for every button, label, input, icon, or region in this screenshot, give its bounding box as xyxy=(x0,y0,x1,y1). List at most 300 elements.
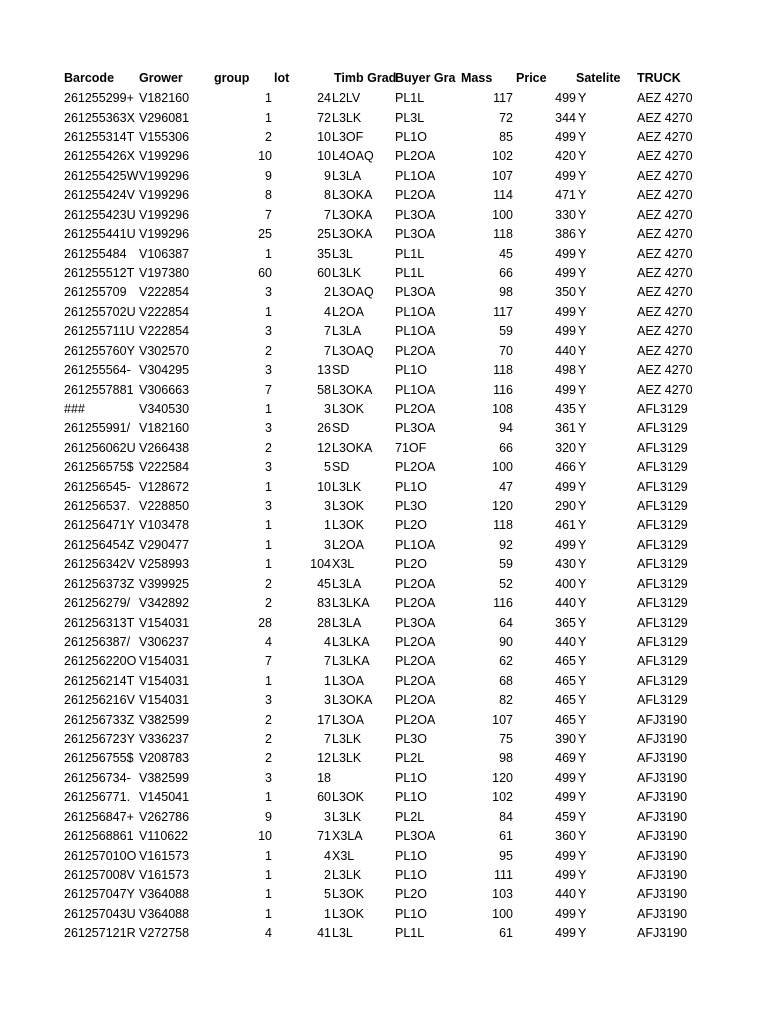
cell-timb-grade: L3LK xyxy=(332,110,362,125)
cell-truck: AEZ 4270 xyxy=(637,343,693,358)
cell-price: 350 xyxy=(555,285,576,300)
cell-mass: 117 xyxy=(493,304,513,319)
cell-lot: 7 xyxy=(324,654,331,669)
cell-timb-grade: SD xyxy=(332,460,350,475)
cell-barcode: 261256342V xyxy=(64,557,135,572)
cell-truck: AFL3129 xyxy=(637,654,688,669)
cell-satelite: Y xyxy=(578,829,587,844)
cell-group: 3 xyxy=(265,693,272,708)
cell-truck: AFL3129 xyxy=(637,557,688,572)
cell-timb-grade: L3LKA xyxy=(332,634,370,649)
cell-lot: 26 xyxy=(317,421,331,436)
cell-lot: 71 xyxy=(317,829,331,844)
cell-mass: 102 xyxy=(492,790,513,805)
cell-group: 2 xyxy=(265,712,272,727)
cell-mass: 75 xyxy=(499,732,513,747)
cell-buyer-grade: PL2O xyxy=(395,557,427,572)
cell-mass: 64 xyxy=(499,615,513,630)
cell-barcode: 261256537. xyxy=(64,499,131,514)
cell-timb-grade: L3LA xyxy=(332,576,362,591)
cell-price: 440 xyxy=(555,634,576,649)
cell-timb-grade: L3OK xyxy=(332,906,364,921)
cell-price: 290 xyxy=(555,499,576,514)
cell-satelite: Y xyxy=(578,868,587,882)
cell-truck: AEZ 4270 xyxy=(637,363,693,378)
cell-group: 3 xyxy=(265,460,272,475)
cell-mass: 118 xyxy=(493,518,513,533)
cell-timb-grade: L3LA xyxy=(332,615,362,630)
cell-lot: 58 xyxy=(317,382,331,397)
cell-price: 320 xyxy=(555,440,576,455)
cell-buyer-grade: PL2OA xyxy=(395,654,436,669)
cell-grower: V306237 xyxy=(139,634,190,649)
cell-barcode: 261256575$ xyxy=(64,460,134,475)
cell-truck: AFL3129 xyxy=(637,596,688,611)
cell-group: 2 xyxy=(265,343,272,358)
cell-buyer-grade: PL2OA xyxy=(395,460,436,475)
cell-group: 1 xyxy=(265,518,272,533)
table-row xyxy=(0,575,768,594)
table-row xyxy=(0,419,768,438)
cell-mass: 68 xyxy=(499,673,513,688)
table-row xyxy=(0,672,768,691)
cell-group: 9 xyxy=(265,168,272,183)
cell-group: 4 xyxy=(265,926,272,941)
cell-grower: V155306 xyxy=(139,130,190,145)
cell-grower: V161573 xyxy=(139,868,190,882)
cell-buyer-grade: PL2O xyxy=(395,518,427,533)
cell-price: 400 xyxy=(555,576,576,591)
cell-truck: AEZ 4270 xyxy=(637,265,693,280)
cell-satelite: Y xyxy=(578,712,587,727)
cell-satelite: Y xyxy=(578,634,587,649)
table-row xyxy=(0,652,768,671)
cell-timb-grade: L3LK xyxy=(332,751,362,766)
cell-satelite: Y xyxy=(578,401,587,416)
cell-satelite: Y xyxy=(578,537,587,552)
cell-price: 440 xyxy=(555,596,576,611)
cell-truck: AEZ 4270 xyxy=(637,149,693,164)
cell-satelite: Y xyxy=(578,343,587,358)
cell-truck: AFL3129 xyxy=(637,576,688,591)
cell-truck: AFJ3190 xyxy=(637,809,688,824)
cell-barcode: 261256471Y xyxy=(64,518,135,533)
cell-lot: 60 xyxy=(317,790,331,805)
cell-grower: V106387 xyxy=(139,246,190,261)
cell-barcode: 2612568861 xyxy=(64,829,134,844)
cell-lot: 12 xyxy=(317,440,331,455)
table-row xyxy=(0,516,768,535)
cell-group: 3 xyxy=(265,285,272,300)
cell-mass: 59 xyxy=(499,557,513,572)
cell-price: 499 xyxy=(555,130,576,145)
cell-group: 3 xyxy=(265,499,272,514)
cell-lot: 10 xyxy=(317,479,331,494)
cell-lot: 4 xyxy=(324,304,331,319)
table-row xyxy=(0,497,768,516)
cell-price: 465 xyxy=(555,693,576,708)
cell-mass: 90 xyxy=(499,634,513,649)
cell-lot: 41 xyxy=(317,926,331,941)
cell-truck: AFL3129 xyxy=(637,634,688,649)
cell-price: 499 xyxy=(555,790,576,805)
cell-satelite: Y xyxy=(578,499,587,514)
cell-lot: 10 xyxy=(317,130,331,145)
cell-lot: 45 xyxy=(317,576,331,591)
table-row xyxy=(0,478,768,497)
cell-barcode: 261256062U xyxy=(64,440,136,455)
cell-price: 435 xyxy=(555,401,576,416)
cell-lot: 5 xyxy=(324,887,331,902)
cell-barcode: 261256387/ xyxy=(64,634,131,649)
cell-group: 3 xyxy=(265,363,272,378)
cell-timb-grade: L2OA xyxy=(332,537,364,552)
header-mass: Mass xyxy=(461,71,493,85)
cell-buyer-grade: PL3OA xyxy=(395,285,436,300)
cell-barcode: 261256755$ xyxy=(64,751,134,766)
cell-grower: V145041 xyxy=(139,790,190,805)
cell-price: 360 xyxy=(555,829,576,844)
cell-price: 466 xyxy=(555,460,576,475)
cell-buyer-grade: PL2OA xyxy=(395,401,436,416)
cell-group: 1 xyxy=(265,790,272,805)
cell-timb-grade: L3OK xyxy=(332,518,364,533)
table-row xyxy=(0,594,768,613)
cell-price: 465 xyxy=(555,654,576,669)
cell-truck: AEZ 4270 xyxy=(637,188,693,203)
cell-price: 440 xyxy=(555,343,576,358)
cell-price: 499 xyxy=(555,265,576,280)
table-row xyxy=(0,264,768,283)
table-row xyxy=(0,381,768,400)
cell-grower: V128672 xyxy=(139,479,190,494)
cell-satelite: Y xyxy=(578,130,587,145)
cell-timb-grade: L3LA xyxy=(332,168,362,183)
cell-mass: 84 xyxy=(499,809,513,824)
cell-buyer-grade: PL1OA xyxy=(395,324,436,339)
cell-satelite: Y xyxy=(578,91,587,106)
cell-buyer-grade: PL1O xyxy=(395,479,427,494)
cell-buyer-grade: PL3O xyxy=(395,732,427,747)
cell-group: 1 xyxy=(265,557,272,572)
cell-price: 499 xyxy=(555,382,576,397)
cell-grower: V228850 xyxy=(139,499,190,514)
cell-timb-grade: L3LK xyxy=(332,479,362,494)
cell-grower: V266438 xyxy=(139,440,190,455)
cell-group: 2 xyxy=(265,440,272,455)
cell-lot: 17 xyxy=(317,712,331,727)
table-row xyxy=(0,245,768,264)
cell-mass: 70 xyxy=(499,343,513,358)
cell-buyer-grade: PL1L xyxy=(395,265,425,280)
cell-price: 499 xyxy=(555,868,576,882)
cell-satelite: Y xyxy=(578,149,587,164)
cell-timb-grade: SD xyxy=(332,363,350,378)
cell-satelite: Y xyxy=(578,596,587,611)
cell-grower: V222854 xyxy=(139,324,190,339)
cell-timb-grade: SD xyxy=(332,421,350,436)
cell-group: 1 xyxy=(265,906,272,921)
cell-timb-grade: L3OKA xyxy=(332,227,373,242)
cell-truck: AEZ 4270 xyxy=(637,324,693,339)
cell-lot: 12 xyxy=(317,751,331,766)
cell-barcode: 261256313T xyxy=(64,615,135,630)
cell-satelite: Y xyxy=(578,207,587,222)
cell-grower: V222854 xyxy=(139,285,190,300)
cell-buyer-grade: PL3O xyxy=(395,499,427,514)
cell-grower: V306663 xyxy=(139,382,190,397)
cell-timb-grade: L3LK xyxy=(332,809,362,824)
cell-satelite: Y xyxy=(578,576,587,591)
cell-truck: AEZ 4270 xyxy=(637,207,693,222)
table-row xyxy=(0,303,768,322)
cell-truck: AEZ 4270 xyxy=(637,91,693,106)
cell-truck: AEZ 4270 xyxy=(637,168,693,183)
cell-lot: 4 xyxy=(324,634,331,649)
cell-satelite: Y xyxy=(578,809,587,824)
cell-group: 1 xyxy=(265,401,272,416)
cell-lot: 1 xyxy=(324,673,331,688)
cell-grower: V110622 xyxy=(139,829,189,844)
cell-satelite: Y xyxy=(578,654,587,669)
cell-mass: 92 xyxy=(499,537,513,552)
cell-mass: 108 xyxy=(492,401,513,416)
cell-grower: V222854 xyxy=(139,304,190,319)
cell-price: 499 xyxy=(555,304,576,319)
cell-buyer-grade: PL1OA xyxy=(395,304,436,319)
cell-group: 3 xyxy=(265,324,272,339)
cell-buyer-grade: 71OF xyxy=(395,440,427,455)
cell-mass: 61 xyxy=(499,926,513,941)
cell-grower: V382599 xyxy=(139,712,190,727)
cell-timb-grade: L2OA xyxy=(332,304,364,319)
cell-satelite: Y xyxy=(578,751,587,766)
cell-buyer-grade: PL2OA xyxy=(395,712,436,727)
cell-lot: 5 xyxy=(324,460,331,475)
cell-mass: 102 xyxy=(492,149,513,164)
cell-barcode: 261257047Y xyxy=(64,887,135,902)
cell-truck: AEZ 4270 xyxy=(637,110,693,125)
cell-group: 1 xyxy=(265,887,272,902)
cell-grower: V208783 xyxy=(139,751,190,766)
table-row xyxy=(0,614,768,633)
cell-barcode: 261255363X xyxy=(64,110,135,125)
table-row xyxy=(0,711,768,730)
cell-barcode: 261256214T xyxy=(64,673,135,688)
cell-price: 499 xyxy=(555,168,576,183)
cell-mass: 85 xyxy=(499,130,513,145)
cell-mass: 117 xyxy=(493,91,513,106)
cell-timb-grade: L3OKA xyxy=(332,440,373,455)
cell-mass: 116 xyxy=(493,382,513,397)
cell-satelite: Y xyxy=(578,518,587,533)
cell-mass: 47 xyxy=(499,479,513,494)
cell-timb-grade: L3LA xyxy=(332,324,362,339)
header-buyer-grade: Buyer Gra xyxy=(395,71,456,85)
cell-group: 7 xyxy=(265,382,272,397)
cell-buyer-grade: PL2L xyxy=(395,809,425,824)
table-row xyxy=(0,283,768,302)
cell-truck: AFJ3190 xyxy=(637,712,688,727)
cell-price: 361 xyxy=(555,421,576,436)
cell-buyer-grade: PL1O xyxy=(395,130,427,145)
cell-truck: AFL3129 xyxy=(637,421,688,436)
cell-barcode: 261256454Z xyxy=(64,537,135,552)
cell-lot: 7 xyxy=(324,343,331,358)
table-row xyxy=(0,342,768,361)
cell-buyer-grade: PL2OA xyxy=(395,634,436,649)
cell-mass: 114 xyxy=(493,188,513,203)
cell-timb-grade: L3OA xyxy=(332,712,364,727)
cell-barcode: 261256771. xyxy=(64,790,131,805)
cell-truck: AEZ 4270 xyxy=(637,227,693,242)
cell-buyer-grade: PL3OA xyxy=(395,227,436,242)
cell-lot: 3 xyxy=(324,537,331,552)
cell-grower: V222584 xyxy=(139,460,190,475)
cell-price: 461 xyxy=(555,518,576,533)
cell-buyer-grade: PL1OA xyxy=(395,382,436,397)
cell-group: 9 xyxy=(265,809,272,824)
cell-truck: AFL3129 xyxy=(637,401,688,416)
header-group: group xyxy=(214,71,250,85)
cell-mass: 111 xyxy=(493,868,513,882)
cell-grower: V304295 xyxy=(139,363,190,378)
cell-truck: AFL3129 xyxy=(637,499,688,514)
cell-lot: 2 xyxy=(324,285,331,300)
cell-truck: AEZ 4270 xyxy=(637,285,693,300)
cell-grower: V161573 xyxy=(139,848,190,863)
cell-timb-grade: L3OAQ xyxy=(332,285,374,300)
cell-grower: V290477 xyxy=(139,537,190,552)
cell-truck: AFL3129 xyxy=(637,440,688,455)
cell-barcode: 261255760Y xyxy=(64,343,135,358)
cell-mass: 66 xyxy=(499,265,513,280)
cell-grower: V302570 xyxy=(139,343,190,358)
cell-buyer-grade: PL1O xyxy=(395,868,427,882)
cell-barcode: 261257121R xyxy=(64,926,136,941)
cell-timb-grade: L3OKA xyxy=(332,382,373,397)
cell-buyer-grade: PL2OA xyxy=(395,673,436,688)
cell-mass: 98 xyxy=(499,751,513,766)
cell-group: 7 xyxy=(265,207,272,222)
cell-group: 1 xyxy=(265,673,272,688)
cell-truck: AFL3129 xyxy=(637,460,688,475)
cell-price: 420 xyxy=(555,149,576,164)
cell-lot: 3 xyxy=(324,401,331,416)
cell-satelite: Y xyxy=(578,673,587,688)
cell-price: 499 xyxy=(555,537,576,552)
cell-price: 499 xyxy=(555,324,576,339)
cell-buyer-grade: PL1O xyxy=(395,848,427,863)
cell-timb-grade: L2LV xyxy=(332,91,361,106)
cell-price: 390 xyxy=(555,732,576,747)
cell-price: 344 xyxy=(555,110,576,125)
cell-timb-grade: L3OKA xyxy=(332,188,373,203)
cell-barcode: 261256373Z xyxy=(64,576,135,591)
cell-lot: 3 xyxy=(324,499,331,514)
cell-mass: 100 xyxy=(492,460,513,475)
cell-lot: 4 xyxy=(324,848,331,863)
cell-timb-grade: L3OK xyxy=(332,499,364,514)
cell-group: 2 xyxy=(265,751,272,766)
cell-price: 499 xyxy=(555,91,576,106)
cell-grower: V364088 xyxy=(139,887,190,902)
cell-grower: V399925 xyxy=(139,576,190,591)
cell-buyer-grade: PL3OA xyxy=(395,829,436,844)
cell-buyer-grade: PL2OA xyxy=(395,693,436,708)
cell-satelite: Y xyxy=(578,440,587,455)
cell-group: 7 xyxy=(265,654,272,669)
cell-price: 498 xyxy=(555,363,576,378)
cell-lot: 1 xyxy=(324,518,331,533)
cell-satelite: Y xyxy=(578,479,587,494)
cell-mass: 62 xyxy=(499,654,513,669)
header-row xyxy=(0,69,768,88)
cell-barcode: 261256279/ xyxy=(64,596,131,611)
cell-truck: AFL3129 xyxy=(637,615,688,630)
cell-truck: AEZ 4270 xyxy=(637,304,693,319)
cell-satelite: Y xyxy=(578,615,587,630)
cell-grower: V364088 xyxy=(139,906,190,921)
cell-buyer-grade: PL1O xyxy=(395,770,427,785)
table-row xyxy=(0,206,768,225)
cell-price: 465 xyxy=(555,673,576,688)
cell-group: 1 xyxy=(265,479,272,494)
cell-buyer-grade: PL1O xyxy=(395,906,427,921)
cell-truck: AFJ3190 xyxy=(637,848,688,863)
table-row xyxy=(0,400,768,419)
cell-lot: 10 xyxy=(317,149,331,164)
cell-group: 2 xyxy=(265,576,272,591)
cell-truck: AEZ 4270 xyxy=(637,246,693,261)
cell-grower: V154031 xyxy=(139,654,190,669)
cell-lot: 1 xyxy=(324,906,331,921)
cell-group: 1 xyxy=(265,110,272,125)
cell-truck: AFJ3190 xyxy=(637,868,688,882)
cell-timb-grade: L3LK xyxy=(332,732,362,747)
cell-buyer-grade: PL1L xyxy=(395,926,425,941)
cell-buyer-grade: PL3L xyxy=(395,110,425,125)
cell-price: 365 xyxy=(555,615,576,630)
cell-satelite: Y xyxy=(578,285,587,300)
cell-lot: 35 xyxy=(317,246,331,261)
cell-timb-grade: L3OKA xyxy=(332,693,373,708)
cell-truck: AFJ3190 xyxy=(637,732,688,747)
table-row xyxy=(0,827,768,846)
cell-satelite: Y xyxy=(578,304,587,319)
cell-satelite: Y xyxy=(578,168,587,183)
cell-truck: AFJ3190 xyxy=(637,770,688,785)
cell-barcode: 261255709 xyxy=(64,285,127,300)
cell-lot: 24 xyxy=(317,91,331,106)
cell-truck: AEZ 4270 xyxy=(637,382,693,397)
cell-barcode: 261255702U xyxy=(64,304,136,319)
cell-barcode: 261255564- xyxy=(64,363,131,378)
cell-barcode: 261255423U xyxy=(64,207,136,222)
cell-group: 1 xyxy=(265,246,272,261)
cell-barcode: 261256216V xyxy=(64,693,135,708)
cell-lot: 7 xyxy=(324,732,331,747)
cell-timb-grade: X3LA xyxy=(332,829,363,844)
cell-grower: V199296 xyxy=(139,227,190,242)
cell-satelite: Y xyxy=(578,906,587,921)
cell-buyer-grade: PL3OA xyxy=(395,615,436,630)
cell-grower: V154031 xyxy=(139,673,190,688)
cell-lot: 7 xyxy=(324,324,331,339)
cell-lot: 13 xyxy=(317,363,331,378)
header-price: Price xyxy=(516,71,547,85)
cell-mass: 120 xyxy=(492,770,513,785)
